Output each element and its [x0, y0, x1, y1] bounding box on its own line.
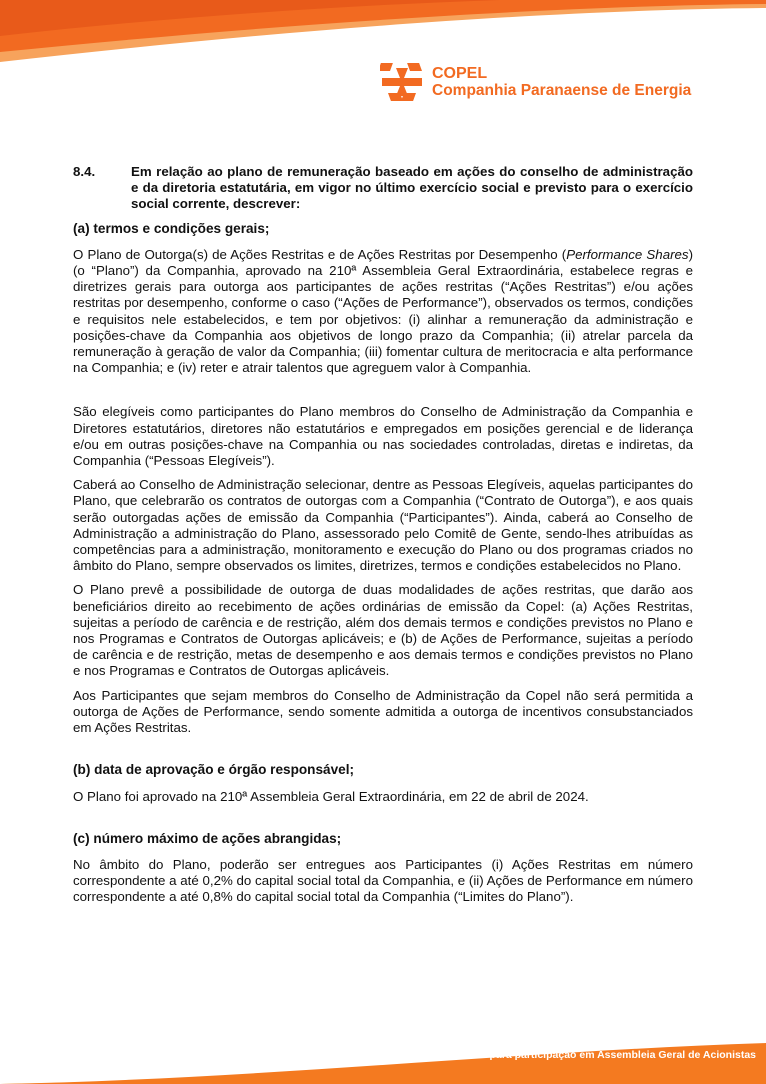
- copel-logo-icon: [380, 60, 424, 104]
- paragraph-a4: O Plano prevê a possibilidade de outorga de duas modalidades de ações restritas, que darão aos beneficiários direito ao recebimento de ações ordinárias de emissão da Copel: (a) Ações Restritas, sujeitas a período de carência e de restrição, além dos demais termos e condições previstos no Plano e nos Programas e Contratos de Outorgas aplicáveis; e (b) de Ações de Performance, sujeitas a período de carência e de restrição, metas de desempenho e aos demais termos e condições previstos no Plano e nos Programas e Contratos de Outorgas aplicáveis.: [73, 582, 693, 679]
- footer-text: Manual para participação em Assembleia Geral de Acionistas: [450, 1049, 756, 1061]
- heading-b: (b) data de aprovação e órgão responsável;: [73, 762, 355, 778]
- paragraph-a2: São elegíveis como participantes do Plano membros do Conselho de Administração da Companhia e Diretores estatutários, diretores não estatutários e empregados em posições gerencial e de liderança e/ou em outras posições-chave na Companhia ou nas sociedades controladas, diretas e indiretas, da Companhia (“Pessoas Elegíveis”).: [73, 404, 693, 469]
- paragraph-a5: Aos Participantes que sejam membros do Conselho de Administração da Copel não será permitida a outorga de Ações de Performance, sendo somente admitida a outorga de incentivos consubstanciados em Ações Restritas.: [73, 687, 693, 736]
- heading-a: (a) termos e condições gerais;: [73, 220, 270, 236]
- document-body: [73, 164, 693, 906]
- paragraph-c1: No âmbito do Plano, poderão ser entregues aos Participantes (i) Ações Restritas em número correspondente a até 0,2% do capital social total da Companhia, e (ii) Ações de Performance em número correspondente a até 0,8% do capital social total da Companhia (“Limites do Plano”).: [73, 856, 693, 905]
- paragraph-a1-italic: Performance Shares: [566, 246, 689, 262]
- section-number: 8.4.: [73, 164, 96, 179]
- paragraph-a1-end: ) (o “Plano”) da Companhia, aprovado na 210ª Assembleia Geral Extraordinária, estabelece regras e diretrizes gerais para outorga aos participantes de ações restritas (“Ações Restritas”) e/ou ações restritas por desempenho, conforme o caso (“Ações de Performance”), observados os termos, condições e requisitos nele estabelecidos, e tem por objetivos: (i) alinhar a remuneração da administração e posições-chave da Companhia aos objetivos de longo prazo da Companhia; (ii) atrelar parcela da remuneração à geração de valor da Companhia; (iii) fomentar cultura de meritocracia e alta performance na Companhia; e (iv) reter e atrair talentos que agreguem valor à Companhia.: [73, 246, 694, 376]
- section-title: Em relação ao plano de remuneração baseado em ações do conselho de administração e da diretoria estatutária, em vigor no último exercício social e previsto para o exercício social corrente, descrever:: [131, 164, 693, 212]
- heading-c: (c) número máximo de ações abrangidas;: [73, 830, 342, 846]
- paragraph-a3: Caberá ao Conselho de Administração selecionar, dentre as Pessoas Elegíveis, aquelas participantes do Plano, que celebrarão os contratos de outorgas com a Companhia (“Contrato de Outorga”), e aos quais serão outorgadas ações de emissão da Companhia (“Participantes”). Ainda, caberá ao Conselho de Administração a administração do Plano, assessorado pelo Comitê de Gente, sendo-lhes atribuídas as competências para a administração, monitoramento e execução do Plano ou dos programas criados no âmbito do Plano, sempre observados os limites, diretrizes, termos e condições estabelecidos no Plano.: [73, 477, 693, 574]
- company-logo: [380, 60, 691, 104]
- company-full-name: Companhia Paranaense de Energia: [432, 82, 692, 99]
- company-short-name: COPEL: [432, 65, 488, 82]
- paragraph-a1-start: O Plano de Outorga(s) de Ações Restritas e de Ações Restritas por Desempenho (: [73, 246, 567, 262]
- paragraph-b1: O Plano foi aprovado na 210ª Assembleia Geral Extraordinária, em 22 de abril de 2024.: [73, 788, 589, 804]
- section-heading: [73, 164, 693, 213]
- paragraph-a1: [73, 247, 693, 377]
